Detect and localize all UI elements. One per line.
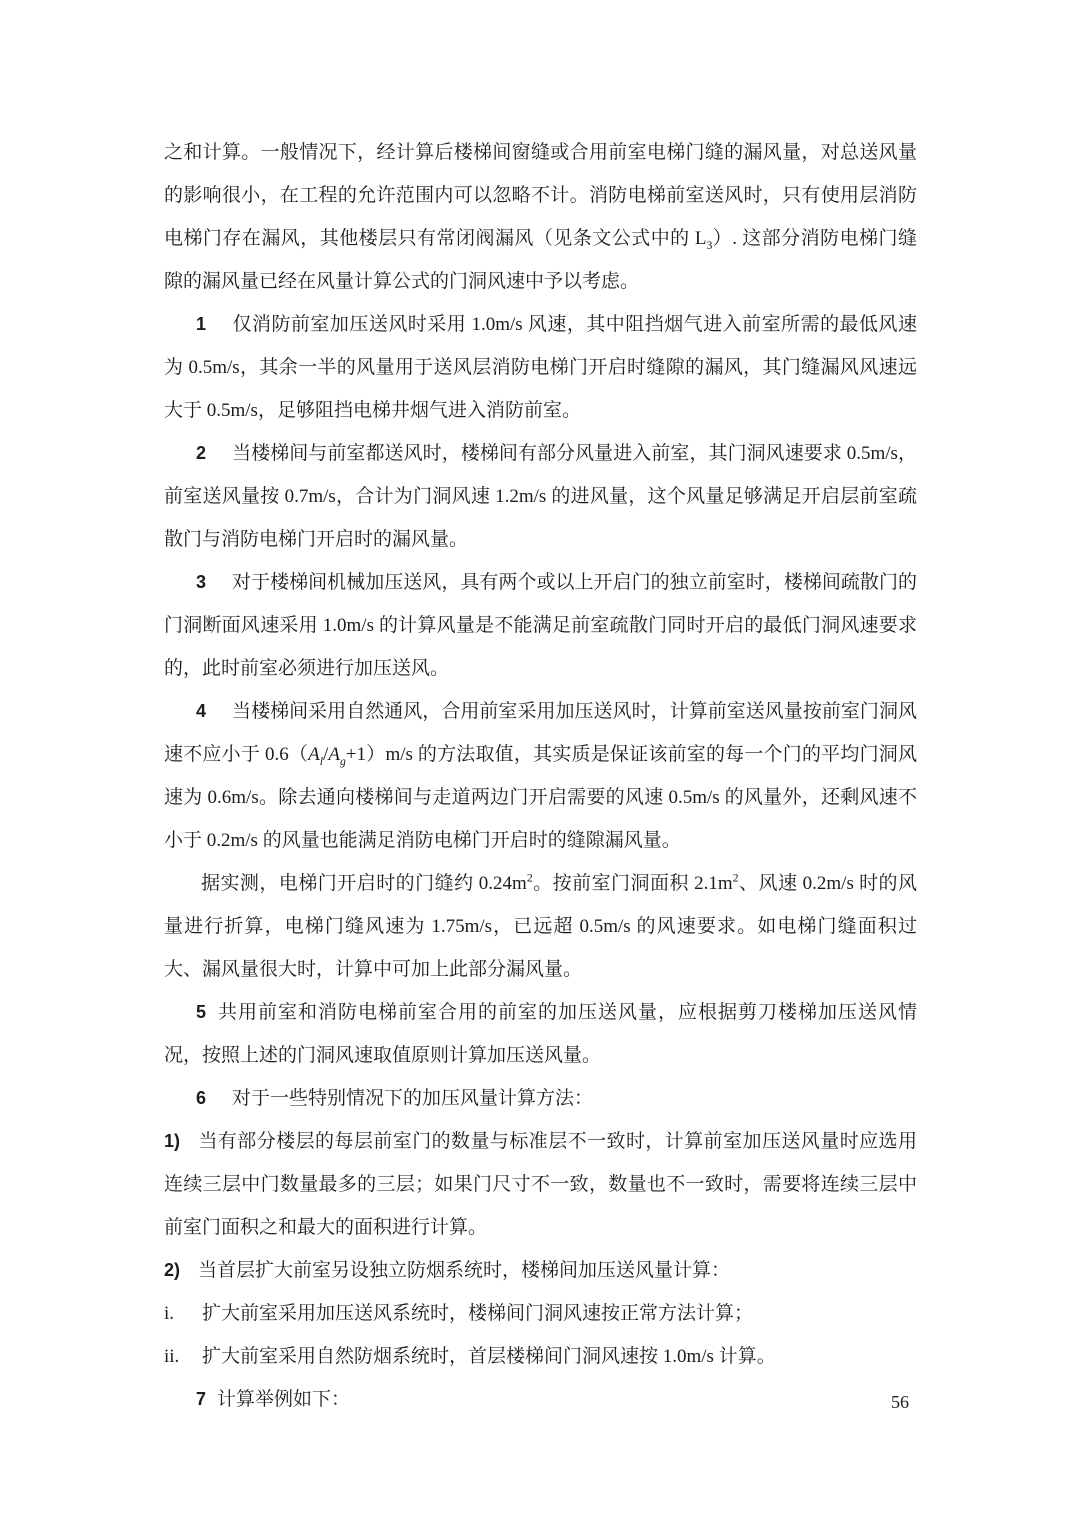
paragraph-leakage-intro bbox=[164, 131, 917, 303]
roman-number: i. bbox=[164, 1303, 175, 1324]
clause-text: 当楼梯间采用自然通风，合用前室采用加压送风时，计算前室送风量按前室门洞风速不应小于 0.6（ bbox=[164, 701, 917, 765]
clause-number: 5 bbox=[196, 1002, 207, 1022]
clause-item-7 bbox=[164, 1378, 917, 1421]
clause-item-3 bbox=[164, 561, 917, 690]
clause-text: 共用前室和消防电梯前室合用的前室的加压送风量，应根据剪刀楼梯加压送风情况，按照上述的门洞风速取值原则计算加压送风量。 bbox=[164, 1002, 917, 1066]
clause-text: +1）m/s 的方法取值，其实质是保证该前室的每一个门的平均门洞风速为 0.6m/s。除去通向楼梯间与走道两边门开启需要的风速 0.5m/s 的风量外，还剩风速不小于 0.2m/s 的风量也能满足消防电梯门开启时的缝隙漏风量。 bbox=[164, 744, 917, 851]
formula-variable-Al: A bbox=[308, 744, 320, 765]
text-block bbox=[164, 131, 917, 1421]
paragraph-text: 、风速 0.2m/s 时的风量进行折算，电梯门缝风速为 1.75m/s，已远超 0.5m/s 的风速要求。如电梯门缝面积过大、漏风量很大时，计算中可加上此部分漏风量。 bbox=[164, 873, 918, 980]
paragraph-text: 。按前室门洞面积 2.1m bbox=[532, 873, 733, 894]
clause-number: 1 bbox=[196, 314, 207, 334]
paragraph-text: 据实测，电梯门开启时的门缝约 0.24m bbox=[201, 873, 527, 894]
superscript-square: 2 bbox=[526, 871, 533, 885]
roman-item-ii bbox=[164, 1335, 917, 1378]
paragraph-text: ）. 这部分消防电梯门缝隙的漏风量已经在风量计算公式的门洞风速中予以考虑。 bbox=[164, 228, 917, 292]
sub-item-number: 2) bbox=[164, 1260, 181, 1280]
sub-item-number: 1) bbox=[164, 1131, 181, 1151]
clause-item-4 bbox=[164, 690, 917, 862]
clause-number: 2 bbox=[196, 443, 207, 463]
clause-item-2 bbox=[164, 432, 917, 561]
clause-item-6 bbox=[164, 1077, 917, 1120]
sub-item-text: 当有部分楼层的每层前室门的数量与标准层不一致时，计算前室加压送风量时应选用连续三层中门数量最多的三层；如果门尺寸不一致，数量也不一致时，需要将连续三层中前室门面积之和最大的面积进行计算。 bbox=[164, 1131, 917, 1238]
clause-text: 计算举例如下： bbox=[217, 1389, 351, 1410]
clause-item-5 bbox=[164, 991, 917, 1077]
formula-slash: / bbox=[323, 744, 329, 765]
roman-item-text: 扩大前室采用加压送风系统时，楼梯间门洞风速按正常方法计算； bbox=[202, 1303, 754, 1324]
clause-number: 7 bbox=[196, 1389, 207, 1409]
clause-number: 6 bbox=[196, 1088, 207, 1108]
sub-item-text: 当首层扩大前室另设独立防烟系统时，楼梯间加压送风量计算： bbox=[198, 1260, 731, 1281]
superscript-square: 2 bbox=[732, 871, 739, 885]
roman-item-i bbox=[164, 1292, 917, 1335]
formula-variable-Ag: A bbox=[328, 744, 340, 765]
formula-subscript-g: g bbox=[339, 754, 346, 768]
clause-text: 对于楼梯间机械加压送风，具有两个或以上开启门的独立前室时，楼梯间疏散门的门洞断面风速采用 1.0m/s 的计算风量是不能满足前室疏散门同时开启的最低门洞风速要求的，此时前室必须进行加压送风。 bbox=[164, 572, 917, 679]
formula-subscript-l: l bbox=[319, 754, 324, 768]
clause-number: 4 bbox=[196, 701, 207, 721]
clause-text: 对于一些特别情况下的加压风量计算方法： bbox=[232, 1088, 594, 1109]
roman-number: ii. bbox=[164, 1346, 180, 1367]
sub-item-2 bbox=[164, 1249, 917, 1292]
sub-item-1 bbox=[164, 1120, 917, 1249]
roman-item-text: 扩大前室采用自然防烟系统时，首层楼梯间门洞风速按 1.0m/s 计算。 bbox=[202, 1346, 776, 1367]
subscript-l3: 3 bbox=[706, 238, 713, 252]
clause-number: 3 bbox=[196, 572, 207, 592]
clause-item-1 bbox=[164, 303, 917, 432]
page-number: 56 bbox=[891, 1392, 909, 1412]
clause-text: 仅消防前室加压送风时采用 1.0m/s 风速，其中阻挡烟气进入前室所需的最低风速为 0.5m/s，其余一半的风量用于送风层消防电梯门开启时缝隙的漏风，其门缝漏风风速远大于 0.5m/s，足够阻挡电梯井烟气进入消防前室。 bbox=[164, 314, 917, 421]
paragraph-text: 之和计算。一般情况下，经计算后楼梯间窗缝或合用前室电梯门缝的漏风量，对总送风量的影响很小，在工程的允许范围内可以忽略不计。消防电梯前室送风时，只有使用层消防电梯门存在漏风，其他楼层只有常闭阀漏风（见条文公式中的 L bbox=[164, 142, 917, 249]
clause-text: 当楼梯间与前室都送风时，楼梯间有部分风量进入前室，其门洞风速要求 0.5m/s，前室送风量按 0.7m/s，合计为门洞风速 1.2m/s 的进风量，这个风量足够满足开启层前室疏散门与消防电梯门开启时的漏风量。 bbox=[164, 443, 917, 550]
paragraph-measured-data bbox=[164, 862, 917, 991]
